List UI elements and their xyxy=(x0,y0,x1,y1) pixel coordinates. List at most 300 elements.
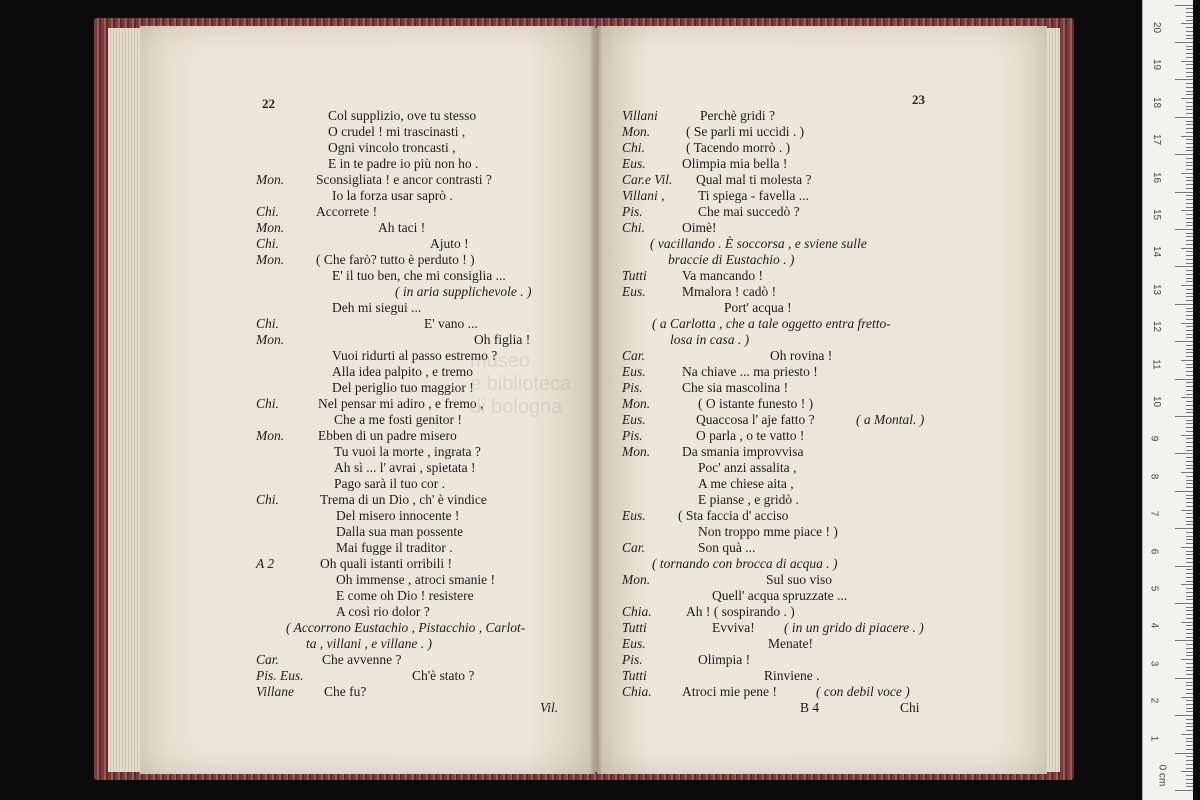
ruler-tick xyxy=(1186,700,1193,701)
ruler-tick xyxy=(1186,169,1193,170)
ruler-tick xyxy=(1181,472,1193,473)
verse-line: Qual mal ti molesta ? xyxy=(696,172,812,187)
speaker-label: Chi. xyxy=(256,492,279,507)
ruler-tick xyxy=(1186,132,1193,133)
ruler-tick xyxy=(1186,644,1193,645)
verse-line: Che a me fosti genitor ! xyxy=(334,412,462,427)
ruler-tick xyxy=(1186,281,1193,282)
ruler-tick xyxy=(1186,682,1193,683)
ruler-tick xyxy=(1186,102,1193,103)
ruler-tick xyxy=(1186,326,1193,327)
ruler-tick xyxy=(1175,566,1193,567)
stage-direction: ( in aria supplichevole . ) xyxy=(395,284,532,299)
verse-line: Mai fugge il traditor . xyxy=(336,540,453,555)
verse-line: Menate! xyxy=(768,636,813,651)
verse-line: Nel pensar mi adiro , e fremo , xyxy=(318,396,484,411)
ruler-number: 9 xyxy=(1148,436,1160,442)
ruler-tick xyxy=(1175,229,1193,230)
ruler-tick xyxy=(1186,259,1193,260)
ruler-tick xyxy=(1186,401,1193,402)
speaker-label: Villani xyxy=(622,108,658,123)
verse-line: E in te padre io più non ho . xyxy=(328,156,479,171)
ruler-number: 11 xyxy=(1150,358,1162,370)
ruler-tick xyxy=(1186,637,1193,638)
verse-line: Ogni vincolo troncasti , xyxy=(328,140,456,155)
verse-line: ( Sta faccia d' acciso xyxy=(678,508,789,523)
verse-line: Va mancando ! xyxy=(682,268,763,283)
verse-line: E' vano ... xyxy=(424,316,478,331)
verse-line: B 4 xyxy=(800,700,820,715)
ruler-number: 19 xyxy=(1151,59,1163,71)
ruler-tick xyxy=(1186,263,1193,264)
verse-line: Che fu? xyxy=(324,684,367,699)
ruler-tick xyxy=(1186,543,1193,544)
stage-direction: losa in casa . ) xyxy=(670,332,750,347)
ruler-tick xyxy=(1186,53,1193,54)
verse-line: ( Se parli mi uccidi . ) xyxy=(686,124,805,139)
verse-line: Oh immense , atroci smanie ! xyxy=(336,572,495,587)
ruler-tick xyxy=(1186,139,1193,140)
ruler-tick xyxy=(1186,438,1193,439)
ruler-tick xyxy=(1186,27,1193,28)
ruler-tick xyxy=(1186,607,1193,608)
ruler-tick xyxy=(1186,506,1193,507)
ruler-tick xyxy=(1186,592,1193,593)
speaker-label: Car. xyxy=(622,348,645,363)
ruler-tick xyxy=(1186,450,1193,451)
verse-line: Port' acqua ! xyxy=(724,300,792,315)
verse-line: Ah sì ... l' avrai , spietata ! xyxy=(334,460,476,475)
ruler-tick xyxy=(1186,581,1193,582)
ruler-tick xyxy=(1175,79,1193,80)
ruler-tick xyxy=(1186,685,1193,686)
verse-line: Ti spiega - favella ... xyxy=(698,188,809,203)
speaker-label: A 2 xyxy=(256,556,275,571)
ruler-tick xyxy=(1186,121,1193,122)
ruler-tick xyxy=(1186,756,1193,757)
ruler-number: 18 xyxy=(1151,96,1163,108)
ruler-tick xyxy=(1186,577,1193,578)
ruler-tick xyxy=(1175,790,1193,791)
verse-line: E come oh Dio ! resistere xyxy=(336,588,474,603)
verse-line: O crudel ! mi trascinasti , xyxy=(328,124,466,139)
ruler-tick xyxy=(1186,779,1193,780)
ruler-tick xyxy=(1186,35,1193,36)
ruler-tick xyxy=(1186,225,1193,226)
ruler-tick xyxy=(1181,23,1193,24)
ruler-tick xyxy=(1186,375,1193,376)
ruler-tick xyxy=(1186,76,1193,77)
ruler-tick xyxy=(1186,199,1193,200)
ruler-tick xyxy=(1186,741,1193,742)
ruler-tick xyxy=(1186,517,1193,518)
speaker-label: Eus. xyxy=(622,412,646,427)
ruler-tick xyxy=(1186,768,1193,769)
verse-line: Chi xyxy=(900,700,920,715)
ruler-tick xyxy=(1175,753,1193,754)
ruler-tick xyxy=(1186,106,1193,107)
ruler-number: 17 xyxy=(1151,134,1163,146)
ruler-tick xyxy=(1186,83,1193,84)
ruler-tick xyxy=(1175,528,1193,529)
verse-line: O parla , o te vatto ! xyxy=(696,428,805,443)
speaker-label: Mon. xyxy=(622,444,651,459)
ruler-tick xyxy=(1175,453,1193,454)
verse-line: Col supplizio, ove tu stesso xyxy=(328,108,477,123)
verse-line: Pago sarà il tuo cor . xyxy=(334,476,445,491)
verse-line: Poc' anzi assalita , xyxy=(698,460,797,475)
speaker-label: Chi. xyxy=(622,220,645,235)
ruler-tick xyxy=(1175,117,1193,118)
ruler-tick xyxy=(1186,655,1193,656)
verse-line: Accorrete ! xyxy=(316,204,378,219)
ruler-tick xyxy=(1186,274,1193,275)
ruler-tick xyxy=(1181,547,1193,548)
ruler-tick xyxy=(1186,394,1193,395)
ruler-tick xyxy=(1186,726,1193,727)
speaker-label: Chi. xyxy=(256,236,279,251)
speaker-label: Car. xyxy=(622,540,645,555)
speaker-label: Mon. xyxy=(622,572,651,587)
ruler-tick xyxy=(1186,128,1193,129)
speaker-label: Eus. xyxy=(622,508,646,523)
ruler-tick xyxy=(1186,614,1193,615)
ruler-tick xyxy=(1186,431,1193,432)
ruler-tick xyxy=(1186,214,1193,215)
ruler-tick xyxy=(1175,491,1193,492)
ruler-tick xyxy=(1175,304,1193,305)
speaker-label: Chia. xyxy=(622,684,652,699)
ruler-tick xyxy=(1181,323,1193,324)
verse-line: Oh rovina ! xyxy=(770,348,833,363)
ruler-number: 0 cm xyxy=(1156,764,1168,787)
verse-line: Olimpia mia bella ! xyxy=(682,156,788,171)
verse-line: A così rio dolor ? xyxy=(336,604,430,619)
speaker-label: Eus. xyxy=(622,156,646,171)
ruler-tick xyxy=(1186,674,1193,675)
stage-direction: ( a Carlotta , che a tale oggetto entra fretto- xyxy=(652,316,891,331)
ruler-tick xyxy=(1175,379,1193,380)
ruler-tick xyxy=(1181,173,1193,174)
ruler-tick xyxy=(1186,420,1193,421)
ruler-tick xyxy=(1186,760,1193,761)
verse-line: Atroci mie pene ! xyxy=(682,684,777,699)
ruler-tick xyxy=(1175,5,1193,6)
verse-line: Ch'è stato ? xyxy=(412,668,475,683)
ruler-tick xyxy=(1186,8,1193,9)
ruler-tick xyxy=(1186,184,1193,185)
ruler-tick xyxy=(1175,416,1193,417)
ruler-number: 4 xyxy=(1148,623,1160,629)
ruler-tick xyxy=(1186,704,1193,705)
ruler-tick xyxy=(1186,625,1193,626)
ruler-number: 13 xyxy=(1151,283,1163,295)
ruler-number: 16 xyxy=(1151,171,1163,183)
ruler-tick xyxy=(1186,476,1193,477)
stage-direction: Vil. xyxy=(540,700,559,715)
ruler-tick xyxy=(1186,689,1193,690)
ruler-tick xyxy=(1186,334,1193,335)
ruler-tick xyxy=(1186,554,1193,555)
stage-direction: ( a Montal. ) xyxy=(856,412,925,427)
ruler-tick xyxy=(1186,345,1193,346)
ruler-tick xyxy=(1186,480,1193,481)
ruler-tick xyxy=(1186,203,1193,204)
ruler-tick xyxy=(1186,670,1193,671)
ruler-number: 15 xyxy=(1151,208,1163,221)
ruler-tick xyxy=(1186,558,1193,559)
ruler-tick xyxy=(1186,251,1193,252)
ruler-number: 6 xyxy=(1148,548,1160,554)
stage-direction: ( con debil voce ) xyxy=(816,684,910,699)
ruler-tick xyxy=(1186,143,1193,144)
ruler-tick xyxy=(1186,502,1193,503)
ruler-tick xyxy=(1186,255,1193,256)
ruler-tick xyxy=(1186,427,1193,428)
left-page-number: 22 xyxy=(262,96,275,111)
verse-line: Oh figlia ! xyxy=(474,332,531,347)
ruler-tick xyxy=(1186,293,1193,294)
speaker-label: Mon. xyxy=(256,332,285,347)
verse-line: Che mai succedò ? xyxy=(698,204,800,219)
ruler-tick xyxy=(1186,461,1193,462)
verse-line: Rinviene . xyxy=(764,668,820,683)
speaker-label: Chi. xyxy=(256,204,279,219)
ruler-tick xyxy=(1186,442,1193,443)
ruler-tick xyxy=(1186,94,1193,95)
ruler-tick xyxy=(1186,390,1193,391)
verse-line: Ah taci ! xyxy=(378,220,426,235)
ruler-number: 12 xyxy=(1151,321,1163,333)
ruler-tick xyxy=(1186,349,1193,350)
ruler-tick xyxy=(1186,629,1193,630)
ruler-tick xyxy=(1186,652,1193,653)
ruler-number: 1 xyxy=(1148,735,1160,741)
ruler-tick xyxy=(1181,584,1193,585)
ruler-tick xyxy=(1186,72,1193,73)
ruler-tick xyxy=(1186,599,1193,600)
ruler-tick xyxy=(1186,371,1193,372)
ruler-tick xyxy=(1186,569,1193,570)
speaker-label: Car.e Vil. xyxy=(622,172,673,187)
ruler-tick xyxy=(1186,775,1193,776)
ruler-number: 7 xyxy=(1148,510,1160,517)
ruler-tick xyxy=(1175,266,1193,267)
ruler-tick xyxy=(1181,248,1193,249)
ruler-tick xyxy=(1175,603,1193,604)
speaker-label: Tutti xyxy=(622,668,647,683)
speaker-label: Mon. xyxy=(256,220,285,235)
verse-line: Da smania improvvisa xyxy=(682,444,804,459)
verse-line: Quell' acqua spruzzate ... xyxy=(712,588,848,603)
ruler-tick xyxy=(1186,405,1193,406)
ruler-tick xyxy=(1175,341,1193,342)
ruler-tick xyxy=(1186,180,1193,181)
verse-line: Mmalora ! cadò ! xyxy=(682,284,777,299)
verse-line: Perchè gridi ? xyxy=(700,108,775,123)
ruler-tick xyxy=(1181,61,1193,62)
ruler-tick xyxy=(1186,270,1193,271)
verse-line: Ajuto ! xyxy=(430,236,469,251)
speaker-label: Mon. xyxy=(622,124,651,139)
watermark-line: di bologna xyxy=(470,396,563,418)
speaker-label: Villane xyxy=(256,684,294,699)
speaker-label: Mon. xyxy=(256,252,285,267)
ruler-number: 20 xyxy=(1151,21,1163,34)
ruler-tick xyxy=(1186,124,1193,125)
ruler-tick xyxy=(1186,162,1193,163)
ruler-number: 3 xyxy=(1148,660,1160,667)
verse-line: Evviva! xyxy=(712,620,755,635)
ruler-tick xyxy=(1186,165,1193,166)
verse-line: E' il tuo ben, che mi consiglia ... xyxy=(332,268,506,283)
speaker-label: Pis. xyxy=(622,380,643,395)
ruler-tick xyxy=(1186,457,1193,458)
speaker-label: Chi. xyxy=(622,140,645,155)
ruler-tick xyxy=(1186,233,1193,234)
verse-line: ( Che farò? tutto è perduto ! ) xyxy=(316,252,475,267)
ruler-tick xyxy=(1186,20,1193,21)
ruler-tick xyxy=(1186,468,1193,469)
ruler-tick xyxy=(1186,483,1193,484)
ruler-tick xyxy=(1186,68,1193,69)
ruler-tick xyxy=(1186,296,1193,297)
ruler-tick xyxy=(1186,367,1193,368)
ruler-tick xyxy=(1186,562,1193,563)
verse-line: Vuoi ridurti al passo estremo ? xyxy=(332,348,498,363)
ruler-tick xyxy=(1175,192,1193,193)
ruler-tick xyxy=(1186,150,1193,151)
ruler-tick xyxy=(1186,423,1193,424)
verse-line: ( O istante funesto ! ) xyxy=(698,396,814,411)
ruler-tick xyxy=(1186,409,1193,410)
speaker-label: Pis. xyxy=(622,428,643,443)
ruler-tick xyxy=(1181,510,1193,511)
ruler-tick xyxy=(1186,356,1193,357)
ruler-tick xyxy=(1186,49,1193,50)
ruler-tick xyxy=(1186,498,1193,499)
ruler-tick xyxy=(1186,195,1193,196)
verse-line: Alla idea palpito , e tremo xyxy=(332,364,473,379)
ruler-tick xyxy=(1186,188,1193,189)
ruler-tick xyxy=(1186,222,1193,223)
ruler-tick xyxy=(1186,487,1193,488)
ruler-tick xyxy=(1186,551,1193,552)
ruler-tick xyxy=(1181,285,1193,286)
ruler-tick xyxy=(1186,38,1193,39)
verse-line: A me chiese aita , xyxy=(698,476,794,491)
ruler-number: 10 xyxy=(1151,395,1163,408)
speaker-label: Pis. xyxy=(622,652,643,667)
ruler-tick xyxy=(1186,46,1193,47)
speaker-label: Eus. xyxy=(622,636,646,651)
ruler-tick xyxy=(1186,109,1193,110)
ruler-tick xyxy=(1181,397,1193,398)
ruler-tick xyxy=(1186,300,1193,301)
speaker-label: Eus. xyxy=(622,284,646,299)
ruler-tick xyxy=(1175,640,1193,641)
speaker-label: Tutti xyxy=(622,268,647,283)
ruler-tick xyxy=(1186,244,1193,245)
ruler-tick xyxy=(1186,667,1193,668)
speaker-label: Mon. xyxy=(256,172,285,187)
verse-line: Oimè! xyxy=(682,220,717,235)
ruler-tick xyxy=(1186,16,1193,17)
ruler-tick xyxy=(1175,42,1193,43)
ruler-tick xyxy=(1186,536,1193,537)
ruler-tick xyxy=(1186,610,1193,611)
ruler-tick xyxy=(1186,319,1193,320)
ruler-tick xyxy=(1175,678,1193,679)
ruler-tick xyxy=(1186,147,1193,148)
ruler-tick xyxy=(1186,723,1193,724)
ruler-tick xyxy=(1186,315,1193,316)
verse-line: Quaccosa l' aje fatto ? xyxy=(696,412,815,427)
ruler-tick xyxy=(1186,412,1193,413)
ruler-tick xyxy=(1186,57,1193,58)
ruler-tick xyxy=(1186,708,1193,709)
ruler-tick xyxy=(1186,764,1193,765)
ruler-number: 14 xyxy=(1151,246,1163,258)
ruler-tick xyxy=(1186,521,1193,522)
ruler-tick xyxy=(1186,364,1193,365)
ruler-tick xyxy=(1186,177,1193,178)
ruler-tick xyxy=(1186,465,1193,466)
verse-line: Deh mi siegui ... xyxy=(332,300,422,315)
ruler-tick xyxy=(1186,352,1193,353)
ruler-tick xyxy=(1186,308,1193,309)
ruler-tick xyxy=(1186,618,1193,619)
verse-line: Dalla sua man possente xyxy=(336,524,464,539)
ruler-tick xyxy=(1181,98,1193,99)
verse-line: Tu vuoi la morte , ingrata ? xyxy=(334,444,481,459)
verse-line: Sul suo viso xyxy=(766,572,833,587)
ruler-tick xyxy=(1175,715,1193,716)
ruler-tick xyxy=(1181,360,1193,361)
verse-line: Olimpia ! xyxy=(698,652,751,667)
ruler-tick xyxy=(1186,330,1193,331)
right-page-number: 23 xyxy=(912,92,925,107)
verse-line: Del misero innocente ! xyxy=(336,508,460,523)
ruler-tick xyxy=(1186,711,1193,712)
ruler-tick xyxy=(1181,622,1193,623)
ruler-tick xyxy=(1186,289,1193,290)
ruler-tick xyxy=(1181,697,1193,698)
ruler-tick xyxy=(1186,588,1193,589)
verse-line: Na chiave ... ma priesto ! xyxy=(682,364,818,379)
speaker-label: Villani , xyxy=(622,188,665,203)
verse-line: Non troppo mme piace ! ) xyxy=(698,524,838,539)
ruler-tick xyxy=(1186,786,1193,787)
ruler-number: 8 xyxy=(1148,473,1160,480)
ruler-tick xyxy=(1186,278,1193,279)
ruler-tick xyxy=(1186,738,1193,739)
speaker-label: Pis. xyxy=(622,204,643,219)
ruler-tick xyxy=(1186,745,1193,746)
verse-line: Del periglio tuo maggior ! xyxy=(332,380,474,395)
stage-direction: braccie di Eustachio . ) xyxy=(668,252,795,267)
ruler-tick xyxy=(1186,337,1193,338)
stage-direction: ( tornando con brocca di acqua . ) xyxy=(652,556,838,571)
measurement-ruler xyxy=(1142,0,1193,800)
speaker-label: Pis. Eus. xyxy=(256,668,304,683)
verse-line: ( Tacendo morrò . ) xyxy=(686,140,791,155)
speaker-label: Eus. xyxy=(622,364,646,379)
ruler-tick xyxy=(1186,113,1193,114)
stage-direction: ( vacillando . È soccorsa , e sviene sulle xyxy=(650,236,867,251)
ruler-tick xyxy=(1186,495,1193,496)
ruler-tick xyxy=(1186,236,1193,237)
